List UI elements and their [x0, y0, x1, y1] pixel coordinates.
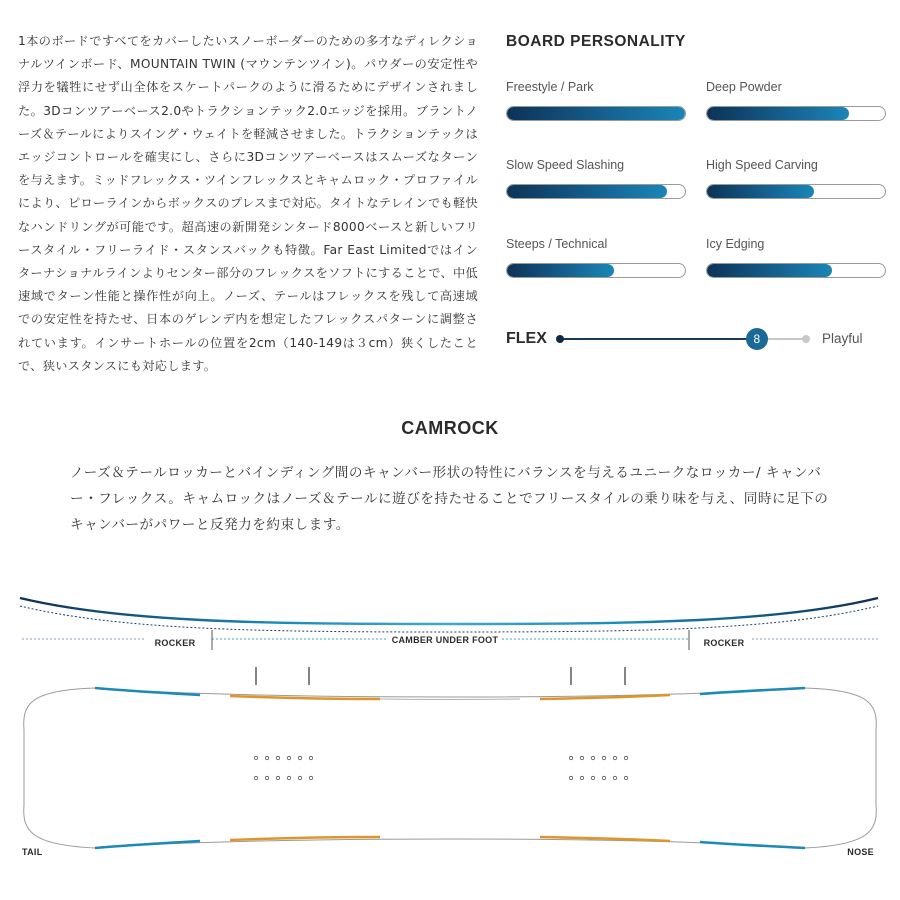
trait-bar-fill	[707, 264, 832, 277]
trait-bar-fill	[707, 107, 849, 120]
trait-label: Icy Edging	[706, 237, 765, 251]
trait-bar	[706, 184, 886, 199]
trait-label: High Speed Carving	[706, 158, 818, 172]
camrock-title: CAMROCK	[401, 418, 499, 438]
trait-high-speed-carving	[706, 158, 886, 199]
rocker-left-label: ROCKER	[154, 638, 196, 648]
flex-value-knob: 8	[746, 328, 768, 350]
tail-label: TAIL	[22, 847, 43, 857]
trait-bar	[506, 263, 686, 278]
trait-bar	[506, 106, 686, 121]
trait-freestyle-park	[506, 80, 686, 121]
trait-bar	[506, 184, 686, 199]
trait-bar	[706, 106, 886, 121]
stance-ticks	[256, 667, 625, 685]
personality-title: BOARD PERSONALITY	[506, 33, 686, 50]
trait-icy-edging	[706, 237, 886, 278]
trait-label: Freestyle / Park	[506, 80, 594, 94]
trait-slow-speed-slashing	[506, 158, 686, 199]
trait-steeps-technical	[506, 237, 686, 278]
trait-label: Deep Powder	[706, 80, 782, 94]
flex-start-dot	[556, 335, 564, 343]
camber-label: CAMBER UNDER FOOT	[391, 635, 499, 645]
trait-bar	[706, 263, 886, 278]
rocker-right-label: ROCKER	[703, 638, 745, 648]
flex-track-filled	[560, 338, 757, 340]
trait-deep-powder	[706, 80, 886, 121]
board-top-view	[24, 688, 877, 848]
trait-label: Steeps / Technical	[506, 237, 608, 251]
trait-label: Slow Speed Slashing	[506, 158, 625, 172]
camrock-profile-diagram	[0, 580, 900, 880]
trait-bar-fill	[507, 264, 614, 277]
flex-slider	[556, 328, 812, 350]
camrock-description: ノーズ＆テールロッカーとバインディング間のキャンバー形状の特性にバランスを与えるユニークなロッカー/ キャンバー・フレックス。キャムロックはノーズ＆テールに遊びを持たせることでフリースタイルの乗り味を与え、同時に足下のキャンバーがパワーと反発力を約束します。	[70, 465, 829, 533]
nose-label: NOSE	[847, 847, 874, 857]
trait-bar-fill	[507, 107, 685, 120]
flex-end-dot	[802, 335, 810, 343]
trait-bar-fill	[707, 185, 814, 198]
flex-label: FLEX	[506, 330, 547, 347]
side-profile	[20, 598, 878, 650]
board-description: 1本のボードですべてをカバーしたいスノーボーダーのための多才なディレクショナルツインボード、MOUNTAIN TWIN (マウンテンツイン)。パウダーの安定性や浮力を犠牲にせず山全体をスケートパークのように滑るためにデザインされました。3Dコンツアーベース2.0やトラクションテック2.0エッジを採用。ブラントノーズ＆テールによりスイング・ウェイトを軽減させました。トラクションテックはエッジコントロールを確実にし、さらに3Dコンツアーベースはスムーズなターンを与えます。ミッドフレックス・ツインフレックスとキャムロック・プロファイルにより、ピローラインからボックスのプレスまで対応。タイトなテレインでも軽快なハンドリングが可能です。超高速の新開発シンタード8000ベースと新しいフリースタイル・フリーライド・スタンスバックも特徴。Far East Limitedではインターナショナルラインよりセンター部分のフレックスをソフトにすることで、中低速域でターン性能と操作性が向上。ノーズ、テールはフレックスを残して高速域での安定性を持たせ、日本のゲレンデ内を想定したフレックスパターンに調整されています。インサートホールの位置を2cm（140-149は３cm）狭くしたことで、狭いスタンスにも対応します。	[18, 34, 478, 373]
flex-end-label: Playful	[822, 331, 863, 346]
trait-bar-fill	[507, 185, 667, 198]
